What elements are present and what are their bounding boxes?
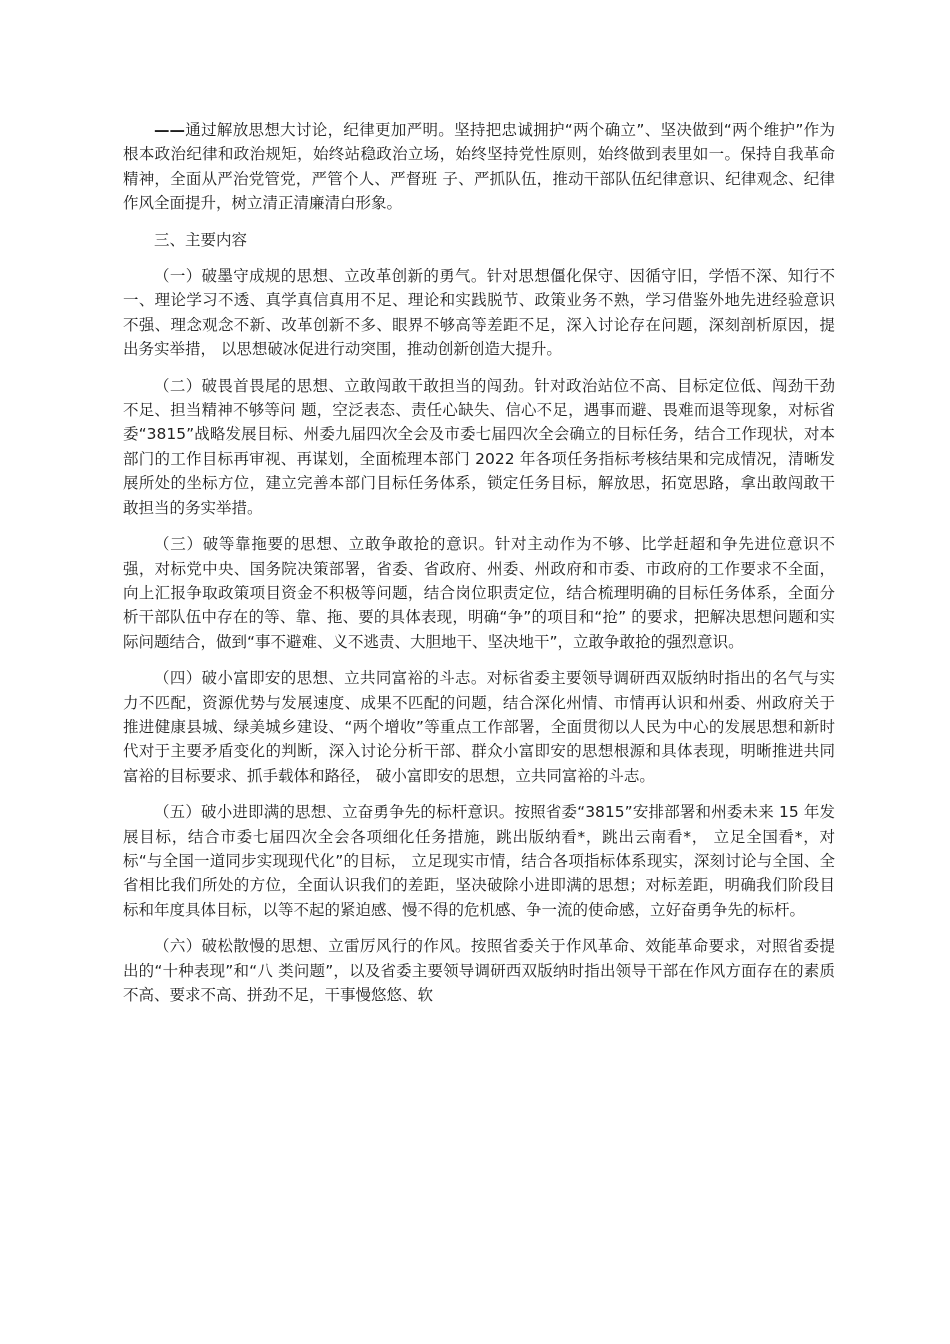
intro-dash: ——: [154, 121, 185, 139]
paragraph-6: （六）破松散慢的思想、立雷厉风行的作风。按照省委关于作风革命、效能革命要求，对照省委提出的“十种表现”和“八 类问题”，以及省委主要领导调研西双版纳时指出领导干部在作风方面存在的素质不高、要求不高、拼劲不足，干事慢悠悠、软: [123, 937, 835, 1004]
paragraph-2: （二）破畏首畏尾的思想、立敢闯敢干敢担当的闯劲。针对政治站位不高、目标定位低、闯劲干劲不足、担当精神不够等问 题，空泛表态、责任心缺失、信心不足，遇事而避、畏难而退等现象，对标省委“3815”战略发展目标、州委九届四次全会及市委七届四次全会确立的目标任务，结合工作现状，对本部门的工作目标再审视、再谋划，全面梳理本部门 2022 年各项任务指标考核结果和完成情况，清晰发展所处的坐标方位，建立完善本部门目标任务体系，锁定任务目标，解放思，拓宽思路，拿出敢闯敢干敢担当的务实举措。: [123, 376, 835, 517]
document-page: [123, 118, 835, 1019]
paragraph-4: （四）破小富即安的思想、立共同富裕的斗志。对标省委主要领导调研西双版纳时指出的名气与实力不匹配，资源优势与发展速度、成果不匹配的问题，结合深化州情、市情再认识和州委、州政府关于推进健康县城、绿美城乡建设、“两个增收”等重点工作部署，全面贯彻以人民为中心的发展思想和新时代对于主要矛盾变化的判断，深入讨论分析干部、群众小富即安的思想根源和具体表现，明晰推进共同富裕的目标要求、抓手载体和路径， 破小富即安的思想，立共同富裕的斗志。: [123, 669, 835, 785]
intro-text: 通过解放思想大讨论，纪律更加严明。坚持把忠诚拥护“两个确立”、坚决做到“两个维护”作为根本政治纪律和政治规矩，始终站稳政治立场，始终坚持党性原则，始终做到表里如一。保持自我革命精神，全面从严治党管党，严管个人、严督班 子、严抓队伍，推动干部队伍纪律意识、纪律观念、纪律作风全面提升，树立清正清廉清白形象。: [123, 121, 835, 213]
intro-paragraph: [123, 118, 835, 216]
section-heading: 三、主要内容: [154, 230, 248, 249]
paragraph-5: （五）破小进即满的思想、立奋勇争先的标杆意识。按照省委“3815”安排部署和州委未来 15 年发展目标，结合市委七届四次全会各项细化任务措施，跳出版纳看*，跳出云南看*， 立足全国看*，对标“与全国一道同步实现现代化”的目标， 立足现实市情，结合各项指标体系现实，深刻讨论与全国、全省相比我们所处的方位，全面认识我们的差距，坚决破除小进即满的思想；对标差距，明确我们阶段目标和年度具体目标，以等不起的紧迫感、慢不得的危机感、争一流的使命感，立好奋勇争先的标杆。: [123, 803, 835, 919]
paragraph-1: （一）破墨守成规的思想、立改革创新的勇气。针对思想僵化保守、因循守旧，学悟不深、知行不一、理论学习不透、真学真信真用不足、理论和实践脱节、政策业务不熟，学习借鉴外地先进经验意识不强、理念观念不新、改革创新不多、眼界不够高等差距不足，深入讨论存在问题，深刻剖析原因，提出务实举措， 以思想破冰促进行动突围，推动创新创造大提升。: [123, 267, 835, 359]
paragraph-3: （三）破等靠拖要的思想、立敢争敢抢的意识。针对主动作为不够、比学赶超和争先进位意识不强，对标党中央、国务院决策部署，省委、省政府、州委、州政府和市委、市政府的工作要求不全面，向上汇报争取政策项目资金不积极等问题，结合岗位职责定位，结合梳理明确的目标任务体系，全面分析干部队伍中存在的等、靠、拖、要的具体表现，明确“争”的项目和“抢” 的要求，把解决思想问题和实际问题结合，做到“事不避难、义不逃责、大胆地干、坚决地干”，立敢争敢抢的强烈意识。: [123, 535, 835, 651]
